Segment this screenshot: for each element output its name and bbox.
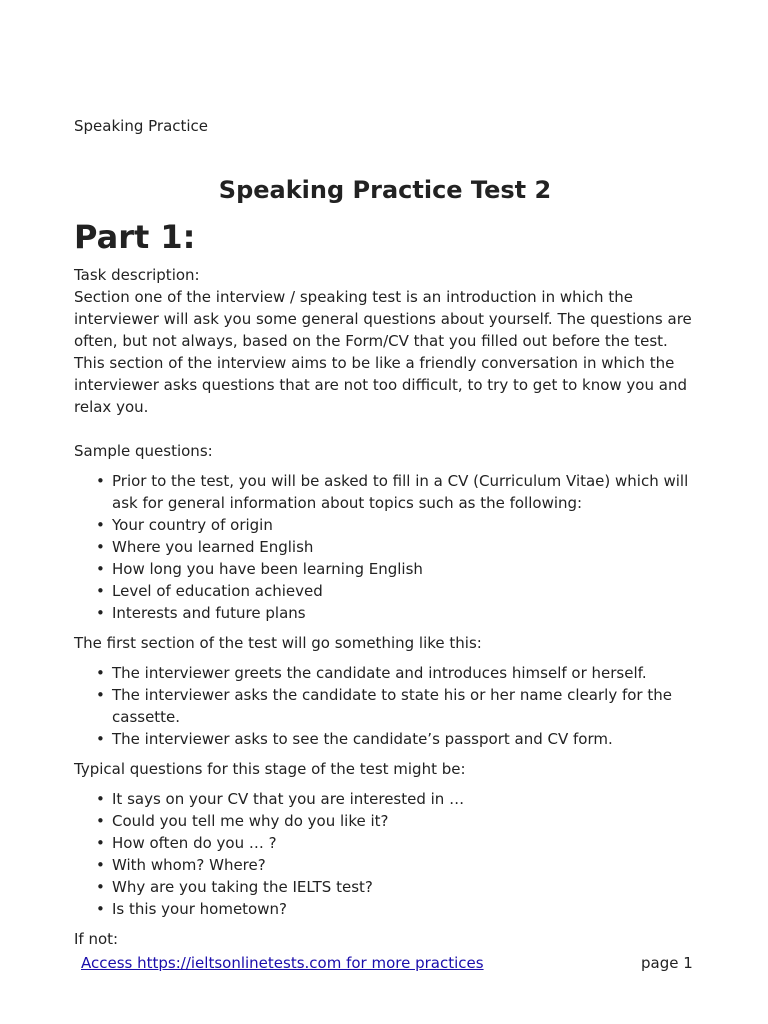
bullet-dot-icon: • — [96, 812, 105, 830]
bullet-dot-icon: • — [96, 538, 105, 556]
list-item-text: The interviewer asks the candidate to state his or her name clearly for the cassette. — [112, 686, 672, 726]
list-item — [96, 470, 696, 514]
document-title: Speaking Practice Test 2 — [218, 176, 552, 204]
list-item — [96, 514, 696, 536]
bullet-dot-icon: • — [96, 878, 105, 896]
bullet-dot-icon: • — [96, 582, 105, 600]
bullet-dot-icon: • — [96, 560, 105, 578]
bullet-dot-icon: • — [96, 900, 105, 918]
task-description-label: Task description: — [74, 266, 200, 284]
list-item-text: Where you learned English — [112, 538, 314, 556]
bullet-dot-icon: • — [96, 516, 105, 534]
bullet-dot-icon: • — [96, 730, 105, 748]
bullet-dot-icon: • — [96, 472, 105, 490]
list-item-text: Why are you taking the IELTS test? — [112, 878, 373, 896]
list-item-text: How often do you … ? — [112, 834, 277, 852]
bullet-dot-icon: • — [96, 790, 105, 808]
list-item-text: The interviewer greets the candidate and introduces himself or herself. — [112, 664, 647, 682]
list-item — [96, 684, 696, 728]
list-item — [96, 662, 696, 684]
bullet-dot-icon: • — [96, 686, 105, 704]
list-item — [96, 876, 696, 898]
list-item — [96, 536, 696, 558]
list-item-text: Level of education achieved — [112, 582, 323, 600]
bullet-dot-icon: • — [96, 834, 105, 852]
list-item — [96, 788, 696, 810]
page-number: page 1 — [641, 954, 693, 972]
if-not-text: If not: — [74, 930, 119, 948]
first-section-intro: The first section of the test will go something like this: — [74, 634, 482, 652]
running-header: Speaking Practice — [74, 117, 209, 135]
part-heading: Part 1: — [74, 218, 196, 256]
bullet-dot-icon: • — [96, 856, 105, 874]
list-item — [96, 580, 696, 602]
list-item — [96, 898, 696, 920]
sample-questions-list — [74, 470, 696, 624]
typical-questions-list — [74, 788, 696, 920]
list-item — [96, 602, 696, 624]
list-item-text: The interviewer asks to see the candidate’s passport and CV form. — [112, 730, 613, 748]
list-item — [96, 832, 696, 854]
footer-practice-link[interactable]: Access https://ieltsonlinetests.com for more practices — [81, 954, 484, 972]
list-item — [96, 558, 696, 580]
list-item-text: Could you tell me why do you like it? — [112, 812, 389, 830]
task-description-text: Section one of the interview / speaking test is an introduction in which the interviewer will ask you some general questions about yourself. The questions are often, but not always, based on the Form/CV that you filled out before the test. This section of the interview aims to be like a friendly conversation in which the interviewer asks questions that are not too difficult, to try to get to know you and relax you. — [74, 288, 692, 416]
first-section-list — [74, 662, 696, 750]
list-item — [96, 854, 696, 876]
list-item-text: Is this your hometown? — [112, 900, 287, 918]
list-item-text: It says on your CV that you are interested in … — [112, 790, 465, 808]
sample-questions-label: Sample questions: — [74, 442, 213, 460]
list-item — [96, 728, 696, 750]
typical-questions-intro: Typical questions for this stage of the test might be: — [74, 760, 466, 778]
bullet-dot-icon: • — [96, 664, 105, 682]
list-item-text: Prior to the test, you will be asked to fill in a CV (Curriculum Vitae) which will ask for general information about topics such as the following: — [112, 472, 689, 512]
list-item-text: Your country of origin — [112, 516, 273, 534]
list-item-text: How long you have been learning English — [112, 560, 423, 578]
list-item-text: Interests and future plans — [112, 604, 306, 622]
list-item — [96, 810, 696, 832]
document-body — [74, 264, 696, 950]
list-item-text: With whom? Where? — [112, 856, 266, 874]
bullet-dot-icon: • — [96, 604, 105, 622]
